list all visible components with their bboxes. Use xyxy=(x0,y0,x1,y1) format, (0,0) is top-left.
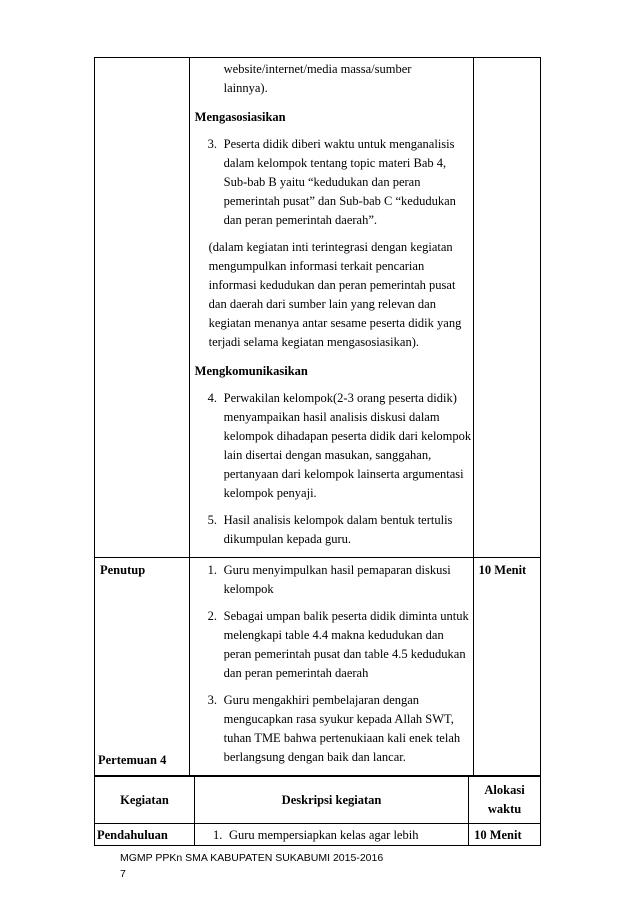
header-alokasi: Alokasi waktu xyxy=(469,777,541,824)
pertemuan-table xyxy=(94,776,541,846)
item-text: Hasil analisis kelompok dalam bentuk tertulis dikumpulan kepada guru. xyxy=(223,513,453,546)
mengkomunikasikan-heading: Mengkomunikasikan xyxy=(194,364,308,378)
table-row xyxy=(95,558,541,776)
header-deskripsi: Deskripsi kegiatan xyxy=(194,777,468,824)
footer-text: MGMP PPKn SMA KABUPATEN SUKABUMI 2015-2016 xyxy=(120,852,384,864)
pendahuluan-label: Pendahuluan xyxy=(95,824,195,846)
pendahuluan-time: 10 Menit xyxy=(469,824,541,846)
item-number: 2. xyxy=(207,609,218,623)
table-row xyxy=(95,824,541,846)
steps-list xyxy=(190,389,473,549)
item-number: 3. xyxy=(207,137,218,151)
table-row xyxy=(95,58,541,558)
item-text: Peserta didik diberi waktu untuk menganalisis dalam kelompok tentang topic materi Bab 4, Sub-bab B yaitu “kedudukan dan peran pemerintah pusat” dan Sub-bab C “kedudukan dan peran pemerintah daerah”. xyxy=(223,137,456,227)
item-text: Guru menyimpulkan hasil pemaparan diskusi kelompok xyxy=(223,563,451,596)
table-header-row xyxy=(95,777,541,824)
list-item xyxy=(190,511,473,549)
list-item xyxy=(190,135,473,230)
continuation-text: website/internet/media massa/sumber lainnya). xyxy=(223,62,412,95)
penutup-list xyxy=(190,561,473,767)
item-number: 5. xyxy=(207,513,218,527)
page-footer xyxy=(120,850,383,882)
item-number: 3. xyxy=(207,693,218,707)
mengasosiasikan-heading: Mengasosiasikan xyxy=(194,110,286,124)
activity-cell xyxy=(95,58,190,558)
item-text: Guru mengakhiri pembelajaran dengan mengucapkan rasa syukur kepada Allah SWT, tuhan TME bahwa pertenukiaan kali enek telah berlangsung dengan baik dan lancar. xyxy=(223,693,461,764)
item-number: 4. xyxy=(207,391,218,405)
item-text: Perwakilan kelompok(2-3 orang peserta didik) menyampaikan hasil analisis diskusi dalam kelompok dihadapan peserta didik dari kelompok lain disertai dengan masukan, sanggahan, pertanyaan dari kelompok lainserta argumentasi kelompok penyaji. xyxy=(223,391,472,500)
page-number: 7 xyxy=(120,868,126,880)
list-item xyxy=(195,826,468,845)
list-item xyxy=(190,607,473,683)
header-kegiatan: Kegiatan xyxy=(95,777,195,824)
section-title: Pertemuan 4 xyxy=(98,753,167,767)
time-cell xyxy=(473,58,540,558)
item-text: Sebagai umpan balik peserta didik diminta untuk melengkapi table 4.4 makna kedudukan dan peran pemerintah pusat dan table 4.5 kedudukan dan peran pemerintah daerah xyxy=(223,609,469,680)
penutup-time: 10 Menit xyxy=(473,558,540,776)
item-text: Guru mempersiapkan kelas agar lebih xyxy=(228,828,419,842)
description-cell xyxy=(194,824,468,846)
list-item xyxy=(190,691,473,767)
item-number: 1. xyxy=(207,563,218,577)
penutup-label: Penutup xyxy=(95,558,190,776)
description-cell xyxy=(189,558,473,776)
steps-list xyxy=(190,135,473,230)
lesson-activity-table xyxy=(94,57,541,776)
list-item xyxy=(190,389,473,503)
list-item xyxy=(190,561,473,599)
item-number: 1. xyxy=(212,828,223,842)
integration-note: (dalam kegiatan inti terintegrasi dengan kegiatan mengumpulkan informasi terkait pencarian informasi kedudukan dan peran pemerintah pusat dan daerah dari sumber lain yang relevan dan kegiatan menanya antar sesame peserta didik yang terjadi selama kegiatan mengasosiasikan). xyxy=(208,240,462,349)
description-cell xyxy=(189,58,473,558)
